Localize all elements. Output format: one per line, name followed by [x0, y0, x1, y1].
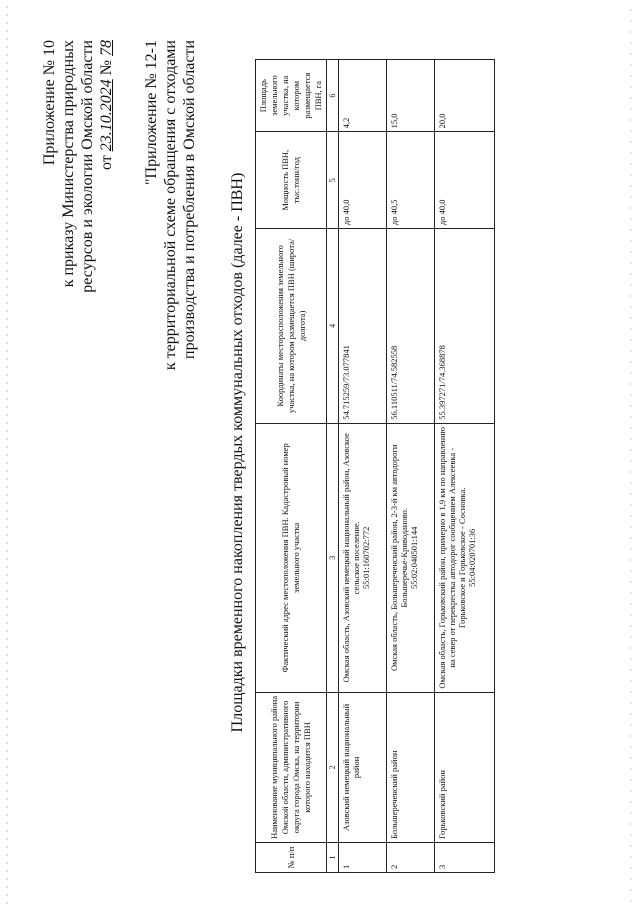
- row-number: 2: [387, 842, 435, 872]
- appendix-line-3: производства и потребления в Омской области: [181, 40, 198, 359]
- column-number-row: [327, 60, 339, 873]
- header-col-4: Координаты месторасположения земельного участка, на котором размещается ПВН (широта/долгота): [256, 229, 327, 424]
- table-row: [387, 60, 435, 873]
- pvn-table: [255, 59, 495, 873]
- header-col-2: Наименование муниципального района Омской области, административного округа города Омска, на территории которого находится ПВН: [256, 692, 327, 842]
- table-row: [339, 60, 387, 873]
- col-number: 1: [327, 842, 339, 872]
- row-area: 4,2: [339, 60, 387, 132]
- row-district: Азовский немецкий национальный район: [339, 692, 387, 842]
- order-line-3: ресурсов и экологии Омской области: [79, 40, 96, 293]
- order-date-prefix: от: [98, 155, 115, 171]
- row-coords: 56.110511/74.582558: [387, 229, 435, 424]
- col-number: 3: [327, 423, 339, 692]
- address-text: Омская область, Горьковский район, примерно в 1,9 км по направлению на север от перекрестка автодорог сообщением Алексеевка - Горьковское и Горьковское - Сосновка.: [437, 427, 467, 689]
- order-date: 23.10.2024: [98, 79, 115, 152]
- row-coords: 55.397271/74.368878: [435, 229, 495, 424]
- row-address: [435, 423, 495, 692]
- row-coords: 54.715259/73.077841: [339, 229, 387, 424]
- table-header-row: [256, 60, 327, 873]
- col-number: 2: [327, 692, 339, 842]
- document-title: Площадки временного накопления твердых коммунальных отходов (далее - ПВН): [229, 172, 246, 733]
- appendix-line-1: "Приложение № 12-1: [143, 40, 160, 185]
- address-text: Омская область, Большереченский район, 2-3-й км автодороги Большеречье-Криводаново.: [389, 444, 409, 672]
- appendix-line-2: к территориальной схеме обращения с отходами: [162, 40, 179, 371]
- row-district: Горьковский район: [435, 692, 495, 842]
- row-area: 20,0: [435, 60, 495, 132]
- row-capacity: до 40,5: [387, 132, 435, 229]
- order-header: [40, 40, 116, 293]
- col-number: 5: [327, 132, 339, 229]
- cadastre-number: 55:04:020701:36: [467, 528, 477, 587]
- header-col-1: № п/п: [256, 842, 327, 872]
- col-number: 6: [327, 60, 339, 132]
- row-district: Большереченский район: [387, 692, 435, 842]
- row-address: [339, 423, 387, 692]
- header-col-5: Мощность ПВН, тыс.тонн/год: [256, 132, 327, 229]
- order-number: 78: [98, 40, 115, 56]
- row-area: 15,0: [387, 60, 435, 132]
- row-number: 1: [339, 842, 387, 872]
- col-number: 4: [327, 229, 339, 424]
- order-line-2: к приказу Министерства природных: [60, 40, 77, 288]
- row-capacity: до 40,0: [435, 132, 495, 229]
- order-line-1: Приложение № 10: [41, 40, 58, 166]
- row-address: [387, 423, 435, 692]
- address-text: Омская область, Азовский немецкий национальный район, Азовское сельское поселение.: [341, 433, 361, 683]
- table-row: [435, 60, 495, 873]
- appendix-header: [142, 40, 199, 370]
- cadastre-number: 55:02:040501:144: [409, 526, 419, 589]
- row-capacity: до 40,0: [339, 132, 387, 229]
- header-col-6: Площадь земельного участка, на котором размещается ПВН, га: [256, 60, 327, 132]
- row-number: 3: [435, 842, 495, 872]
- cadastre-number: 55:01:160702:772: [361, 526, 371, 589]
- order-line-4: [97, 40, 116, 293]
- header-col-3: Фактический адрес местоположения ПВН. Кадастровый номер земельного участка: [256, 423, 327, 692]
- order-number-label: №: [98, 60, 115, 76]
